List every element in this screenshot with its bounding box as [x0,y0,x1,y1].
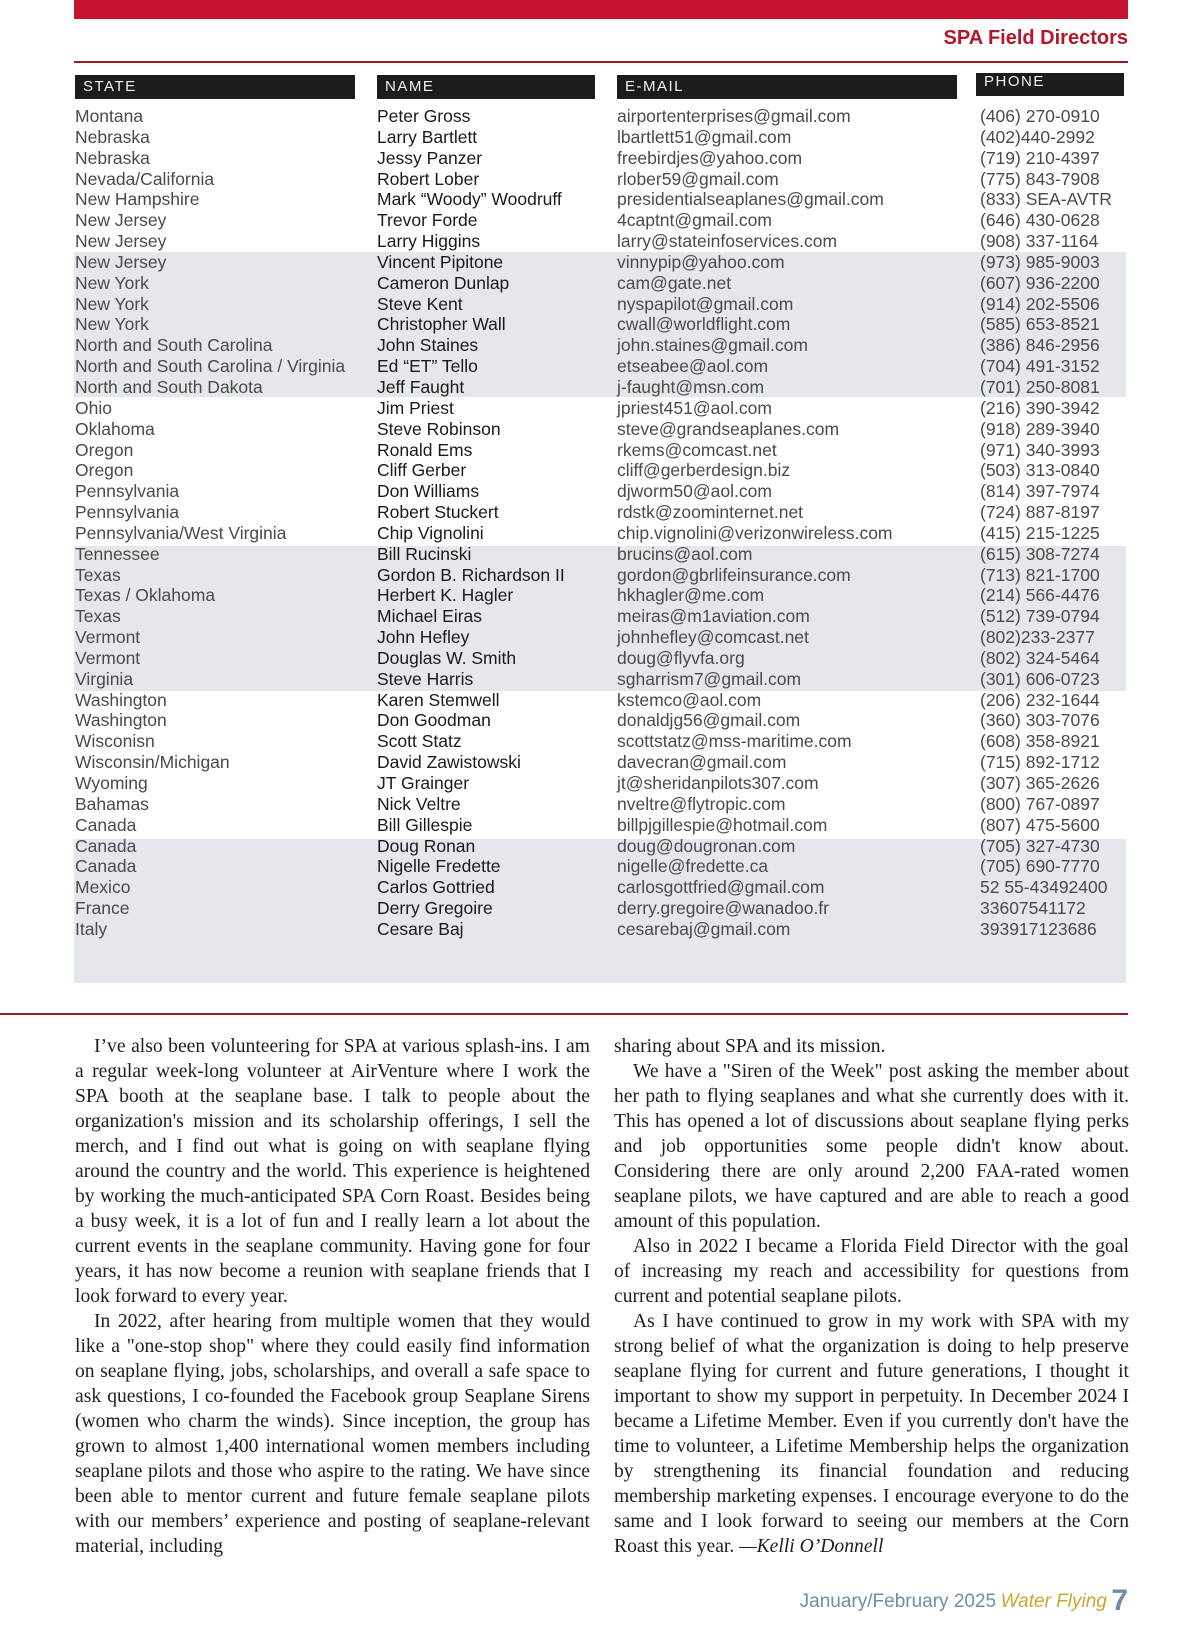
name-cell: Scott Statz [377,731,462,752]
state-cell: New Jersey [75,231,167,252]
table-row [0,585,1200,606]
email-cell: djworm50@aol.com [617,481,772,502]
email-cell: presidentialseaplanes@gmail.com [617,189,884,210]
state-cell: Wisconisn [75,731,155,752]
table-row [0,794,1200,815]
phone-cell: (415) 215-1225 [980,522,1100,543]
email-cell: j-faught@msn.com [617,376,765,397]
state-cell: Montana [75,106,144,126]
table-row [0,252,1200,273]
phone-cell: (918) 289-3940 [980,418,1100,439]
name-cell: Herbert K. Hagler [377,585,514,606]
name-cell: Jim Priest [377,397,454,418]
state-cell: Canada [75,814,137,835]
phone-cell: 52 55-43492400 [980,877,1108,898]
state-cell: Pennsylvania [75,502,180,523]
name-cell: Derry Gregoire [377,898,493,919]
state-cell: Texas [75,606,121,627]
column-header-phone: PHONE [976,73,1124,96]
email-cell: davecran@gmail.com [617,752,787,773]
email-cell: chip.vignolini@verizonwireless.com [617,522,893,543]
state-cell: Vermont [75,647,141,668]
email-cell: vinnypip@yahoo.com [617,251,785,272]
state-cell: Mexico [75,877,131,898]
state-cell: New Hampshire [75,189,200,210]
state-cell: Oregon [75,439,134,460]
name-cell: Michael Eiras [377,606,483,627]
table-row [0,731,1200,752]
name-cell: Steve Harris [377,668,474,689]
phone-cell: (307) 365-2626 [980,773,1100,793]
email-cell: jpriest451@aol.com [617,397,772,418]
state-cell: Canada [75,835,137,856]
phone-cell: (719) 210-4397 [980,147,1100,168]
table-row [0,398,1200,419]
table-row [0,148,1200,169]
email-cell: scottstatz@mss-maritime.com [617,731,852,752]
state-cell: Oklahoma [75,418,155,439]
email-cell: nigelle@fredette.ca [617,856,769,877]
table-row [0,356,1200,377]
table-row [0,565,1200,586]
magazine-name: Water Flying [1000,1591,1107,1612]
email-cell: cam@gate.net [617,272,732,293]
phone-cell: 393917123686 [980,918,1097,939]
email-cell: cliff@gerberdesign.biz [617,460,791,481]
phone-cell: (833) SEA-AVTR [980,189,1112,210]
state-cell: Italy [75,918,108,939]
table-row [0,335,1200,356]
phone-cell: (775) 843-7908 [980,168,1100,189]
phone-cell: (908) 337-1164 [980,231,1099,252]
state-cell: North and South Carolina [75,335,273,356]
section-divider [0,1013,1128,1015]
state-cell: France [75,898,130,919]
name-cell: John Hefley [377,627,470,648]
state-cell: New York [75,293,149,314]
email-cell: rdstk@zoominternet.net [617,502,804,523]
phone-cell: (800) 767-0897 [980,793,1100,814]
table-row [0,752,1200,773]
name-cell: Steve Robinson [377,418,501,439]
name-cell: Larry Higgins [377,231,481,252]
name-cell: Steve Kent [377,293,463,314]
name-cell: Karen Stemwell [377,689,500,710]
email-cell: steve@grandseaplanes.com [617,418,840,439]
table-row [0,231,1200,252]
table-row [0,606,1200,627]
name-cell: Robert Lober [377,168,480,189]
table-row [0,877,1200,898]
table-row [0,460,1200,481]
table-row [0,773,1200,794]
table-row [0,523,1200,544]
article-paragraph: I’ve also been volunteering for SPA at various splash-ins. I am a regular week-long volunteer at AirVenture where I work the SPA booth at the seaplane base. I talk to people about the organization's mission and its scholarship offerings, I sell the merch, and I find out what is going on with seaplane flying around the country and the world. This experience is heightened by working the much-anticipated SPA Corn Roast. Besides being a busy week, it is a lot of fun and I really learn a lot about the current events in the seaplane community. Having gone for four years, it has now become a reunion with seaplane friends that I look forward to every year. [75,1036,590,1307]
state-cell: Nebraska [75,147,150,168]
table-row [0,189,1200,210]
table-row [0,210,1200,231]
email-cell: john.staines@gmail.com [617,335,808,356]
table-row [0,815,1200,836]
name-cell: Vincent Pipitone [377,251,504,272]
table-row [0,294,1200,315]
phone-cell: (704) 491-3152 [980,356,1100,377]
state-cell: Washington [75,710,167,731]
name-cell: John Staines [377,335,479,356]
name-cell: Don Williams [377,481,480,502]
email-cell: brucins@aol.com [617,543,753,564]
name-cell: Christopher Wall [377,314,506,335]
name-cell: Don Goodman [377,710,491,731]
name-cell: Chip Vignolini [377,522,484,543]
name-cell: Gordon B. Richardson II [377,564,565,585]
table-row [0,690,1200,711]
table-row [0,898,1200,919]
name-cell: Bill Rucinski [377,543,472,564]
table-row [0,377,1200,398]
phone-cell: (301) 606-0723 [980,668,1100,689]
phone-cell: (802) 324-5464 [980,647,1100,668]
phone-cell: (386) 846-2956 [980,335,1100,356]
article-paragraph: Also in 2022 I became a Florida Field Director with the goal of increasing my reach and accessibility for questions from current and potential seaplane pilots. [614,1236,1129,1307]
email-cell: rlober59@gmail.com [617,168,779,189]
state-cell: North and South Dakota [75,376,263,397]
column-header-email: E-MAIL [617,75,957,99]
state-cell: Oregon [75,460,134,481]
email-cell: donaldjg56@gmail.com [617,710,801,731]
state-cell: Virginia [75,668,134,689]
email-cell: gordon@gbrlifeinsurance.com [617,564,851,585]
phone-cell: (503) 313-0840 [980,460,1100,481]
table-row [0,856,1200,877]
table-row [0,127,1200,148]
email-cell: derry.gregoire@wanadoo.fr [617,898,829,919]
email-cell: larry@stateinfoservices.com [617,231,838,252]
table-row [0,273,1200,294]
email-cell: nveltre@flytropic.com [617,793,786,814]
table-row [0,544,1200,565]
name-cell: Jessy Panzer [377,147,483,168]
article-column-right [614,1034,1129,1559]
email-cell: hkhagler@me.com [617,585,765,606]
state-cell: Canada [75,856,137,877]
state-cell: Vermont [75,627,141,648]
email-cell: jt@sheridanpilots307.com [617,773,819,793]
email-cell: johnhefley@comcast.net [617,627,809,648]
email-cell: 4captnt@gmail.com [617,210,772,231]
email-cell: cwall@worldflight.com [617,314,791,335]
section-title: SPA Field Directors [943,27,1128,49]
state-cell: New Jersey [75,251,167,272]
phone-cell: (914) 202-5506 [980,293,1100,314]
name-cell: Peter Gross [377,106,471,126]
table-row [0,710,1200,731]
article-paragraph [614,1309,1129,1559]
state-cell: Nebraska [75,126,150,147]
table-row [0,919,1200,940]
name-cell: Larry Bartlett [377,126,478,147]
phone-cell: (701) 250-8081 [980,376,1100,397]
state-cell: North and South Carolina / Virginia [75,356,346,377]
email-cell: meiras@m1aviation.com [617,606,810,627]
phone-cell: (615) 308-7274 [980,543,1100,564]
state-cell: New York [75,314,149,335]
email-cell: carlosgottfried@gmail.com [617,877,825,898]
name-cell: Douglas W. Smith [377,647,517,668]
phone-cell: (713) 821-1700 [980,564,1100,585]
name-cell: Bill Gillespie [377,814,473,835]
state-cell: Wyoming [75,773,148,793]
state-cell: Tennessee [75,543,160,564]
name-cell: Ronald Ems [377,439,473,460]
phone-cell: (360) 303-7076 [980,710,1100,731]
phone-cell: (705) 327-4730 [980,835,1100,856]
table-row [0,836,1200,857]
state-cell: Ohio [75,397,112,418]
email-cell: doug@dougronan.com [617,835,796,856]
state-cell: Texas / Oklahoma [75,585,216,606]
article-paragraph-text: As I have continued to grow in my work with SPA with my strong belief of what the organization is doing to help preserve seaplane flying for current and future generations, I thought it important to show my support in perpetuity. In December 2024 I became a Lifetime Member. Even if you currently don't have the time to volunteer, a Lifetime Membership helps the organization by strengthening its financial foundation and reducing membership marketing expenses. I encourage everyone to do the same and I look forward to seeing our members at the Corn Roast this year. [614,1311,1129,1557]
name-cell: Cameron Dunlap [377,272,510,293]
phone-cell: (216) 390-3942 [980,397,1100,418]
issue-date: January/February 2025 [799,1591,997,1612]
table-row [0,481,1200,502]
email-cell: airportenterprises@gmail.com [617,106,851,126]
state-cell: New Jersey [75,210,167,231]
phone-cell: (973) 985-9003 [980,251,1100,272]
author-signature: —Kelli O’Donnell [739,1536,884,1557]
table-row [0,669,1200,690]
email-cell: etseabee@aol.com [617,356,769,377]
column-header-state: STATE [75,75,355,99]
name-cell: Carlos Gottried [377,877,495,898]
table-row [0,648,1200,669]
phone-cell: (971) 340-3993 [980,439,1100,460]
state-cell: Pennsylvania [75,481,180,502]
phone-cell: (807) 475-5600 [980,814,1100,835]
email-cell: nyspapilot@gmail.com [617,293,794,314]
name-cell: Ed “ET” Tello [377,356,478,377]
name-cell: Mark “Woody” Woodruff [377,189,562,210]
name-cell: Doug Ronan [377,835,476,856]
state-cell: Wisconsin/Michigan [75,752,230,773]
article-paragraph: We have a "Siren of the Week" post asking the member about her path to flying seaplanes and what she currently does with it. This has opened a lot of discussions about seaplane flying perks and job opportunities some people didn't know about. Considering there are only around 2,200 FAA-rated women seaplane pilots, we have captured and are able to reach a good amount of this population. [614,1061,1129,1232]
phone-cell: (607) 936-2200 [980,272,1100,293]
phone-cell: (406) 270-0910 [980,106,1100,126]
email-cell: doug@flyvfa.org [617,647,745,668]
phone-cell: (214) 566-4476 [980,585,1100,606]
phone-cell: (206) 232-1644 [980,689,1100,710]
state-cell: Bahamas [75,793,149,814]
table-row [0,440,1200,461]
table-row [0,169,1200,190]
email-cell: lbartlett51@gmail.com [617,126,792,147]
state-cell: Pennsylvania/West Virginia [75,522,287,543]
email-cell: freebirdjes@yahoo.com [617,147,803,168]
phone-cell: (802)233-2377 [980,627,1095,648]
table-row [0,419,1200,440]
article-paragraph: In 2022, after hearing from multiple women that they would like a "one-stop shop" where they could easily find information on seaplane flying, jobs, scholarships, and overall a safe space to ask questions, I co-founded the Facebook group Seaplane Sirens (women who charm the winds). Since inception, the group has grown to almost 1,400 international women members including seaplane pilots and those who aspire to the rating. We have since been able to mentor current and future female seaplane pilots with our members’ experience and posting of seaplane-relevant material, including [75,1311,590,1557]
state-cell: New York [75,272,149,293]
phone-cell: (585) 653-8521 [980,314,1100,335]
name-cell: Cesare Baj [377,918,464,939]
table-row [0,314,1200,335]
table-row [0,627,1200,648]
email-cell: kstemco@aol.com [617,689,762,710]
state-cell: Nevada/California [75,168,215,189]
name-cell: Jeff Faught [377,376,465,397]
name-cell: Robert Stuckert [377,502,499,523]
table-row [0,106,1200,127]
name-cell: David Zawistowski [377,752,521,773]
phone-cell: (402)440-2992 [980,126,1095,147]
phone-cell: (608) 358-8921 [980,731,1100,752]
field-directors-table [0,106,1200,940]
name-cell: Nick Veltre [377,793,461,814]
page-footer [800,1584,1128,1618]
phone-cell: (715) 892-1712 [980,752,1100,773]
name-cell: Nigelle Fredette [377,856,501,877]
state-cell: Washington [75,689,167,710]
name-cell: Cliff Gerber [377,460,467,481]
state-cell: Texas [75,564,121,585]
phone-cell: 33607541172 [980,898,1086,919]
name-cell: JT Grainger [377,773,470,793]
title-divider [74,61,1128,63]
email-cell: billpjgillespie@hotmail.com [617,814,828,835]
article-column-left [75,1034,590,1559]
email-cell: cesarebaj@gmail.com [617,918,791,939]
phone-cell: (814) 397-7974 [980,481,1100,502]
article-paragraph: sharing about SPA and its mission. [614,1036,886,1057]
top-accent-bar [74,0,1128,19]
column-header-name: NAME [377,75,595,99]
email-cell: rkems@comcast.net [617,439,777,460]
phone-cell: (512) 739-0794 [980,606,1100,627]
page-number: 7 [1111,1584,1128,1617]
table-row [0,502,1200,523]
phone-cell: (724) 887-8197 [980,502,1100,523]
email-cell: sgharrism7@gmail.com [617,668,802,689]
phone-cell: (705) 690-7770 [980,856,1100,877]
phone-cell: (646) 430-0628 [980,210,1100,231]
name-cell: Trevor Forde [377,210,478,231]
